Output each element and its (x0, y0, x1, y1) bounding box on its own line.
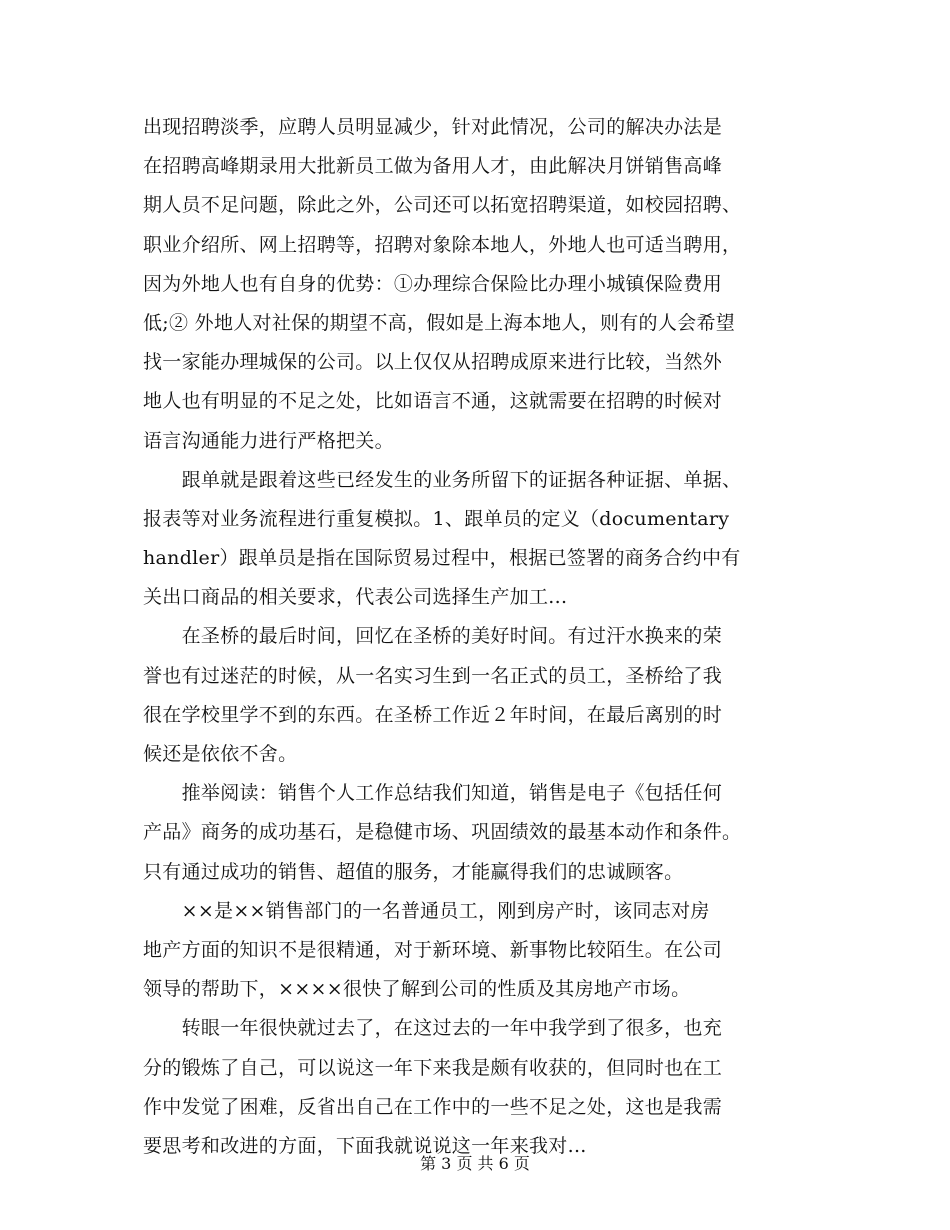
text-line: 语言沟通能力进行严格把关。 (143, 429, 394, 452)
text-line: 在圣桥的最后时间，回忆在圣桥的美好时间。有过汗水换来的荣 (143, 625, 723, 648)
text-line: 期人员不足问题，除此之外，公司还可以拓宽招聘渠道，如校园招聘、 (143, 194, 742, 217)
text-line: 候还是依依不舍。 (143, 743, 298, 765)
text-line: 领导的帮助下，××××很快了解到公司的性质及其房地产市场。 (143, 978, 691, 1001)
text-line: 因为外地人也有自身的优势：①办理综合保险比办理小城镇保险费用 (143, 272, 723, 295)
text-line: 找一家能办理城保的公司。以上仅仅从招聘成原来进行比较，当然外 (143, 351, 723, 374)
text-line: 关出口商品的相关要求，代表公司选择生产加工... (143, 586, 568, 609)
text-line: 要思考和改进的方面，下面我就说说这一年来我对... (143, 1134, 587, 1157)
text-line: 职业介绍所、网上招聘等，招聘对象除本地人，外地人也可适当聘用， (143, 233, 742, 256)
page-number-footer: 第 3 页 共 6 页 (420, 1154, 530, 1173)
text-line: 地人也有明显的不足之处，比如语言不通，这就需要在招聘的时候对 (143, 390, 723, 413)
text-line: 报表等对业务流程进行重复模拟。1、跟单员的定义（documentary (143, 507, 730, 530)
text-line: 低;② 外地人对社保的期望不高，假如是上海本地人，则有的人会希望 (143, 311, 736, 334)
document-body (143, 108, 807, 1166)
text-line: 产品》商务的成功基石，是稳健市场、巩固绩效的最基本动作和条件。 (143, 821, 742, 844)
text-line: 分的锻炼了自己，可以说这一年下来我是颇有收获的，但同时也在工 (143, 1056, 723, 1079)
text-line: 转眼一年很快就过去了，在这过去的一年中我学到了很多，也充 (143, 1017, 723, 1040)
text-line: 作中发觉了困难，反省出自己在工作中的一些不足之处，这也是我需 (143, 1095, 723, 1118)
text-line: 地产方面的知识不是很精通，对于新环境、新事物比较陌生。在公司 (143, 938, 723, 961)
text-line: 只有通过成功的销售、超值的服务，才能赢得我们的忠诚顾客。 (143, 860, 684, 883)
text-line: handler）跟单员是指在国际贸易过程中，根据已签署的商务合约中有 (143, 547, 741, 570)
text-line: 跟单就是跟着这些已经发生的业务所留下的证据各种证据、单据、 (143, 468, 742, 491)
text-line: 很在学校里学不到的东西。在圣桥工作近２年时间，在最后离别的时 (143, 703, 723, 726)
text-line: 推举阅读：销售个人工作总结我们知道，销售是电子《包括任何 (143, 782, 723, 805)
text-line: 在招聘高峰期录用大批新员工做为备用人才，由此解决月饼销售高峰 (143, 155, 723, 178)
text-line: ××是××销售部门的一名普通员工，刚到房产时，该同志对房 (143, 899, 710, 922)
text-line: 出现招聘淡季，应聘人员明显减少，针对此情况，公司的解决办法是 (143, 116, 723, 138)
text-line: 誉也有过迷茫的时候，从一名实习生到一名正式的员工，圣桥给了我 (143, 664, 723, 687)
